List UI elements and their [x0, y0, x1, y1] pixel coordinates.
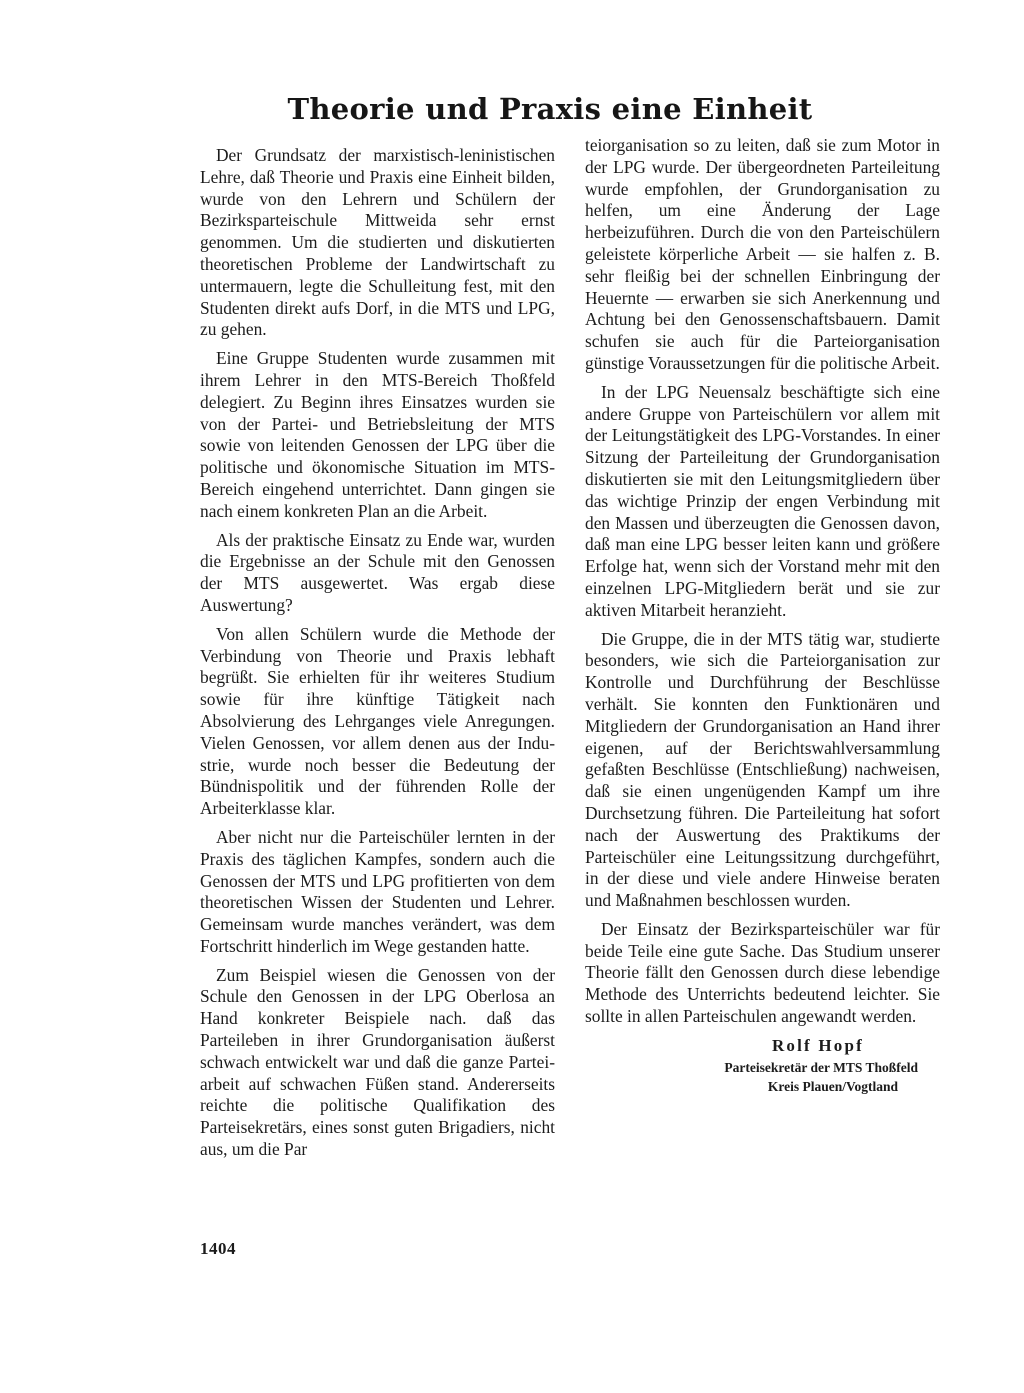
left-column [200, 145, 555, 1168]
page-number: 1404 [200, 1239, 236, 1258]
paragraph: Zum Beispiel wiesen die Genossen von der Schule den Genossen in der LPG Oberlosa an Hand konkreter Beispiele nach. daß das Parteileben in ihrer Grundorganisation äußerst schwach entwickelt war und daß die ganze Parteiarbeit auf schwachen Füßen stand. Andererseits reichte die politische Qualifikation des Parteisekretärs, eines sonst guten Brigadiers, nicht aus, um die Par [200, 964, 555, 1160]
paragraph-continued: teiorganisation so zu leiten, daß sie zum Motor in der LPG wurde. Der übergeordneten Parteileitung wurde empfohlen, der Grundorganisation zu helfen, um eine Änderung der Lage herbeizuführen. Durch die von den Parteischülern geleistete körperliche Arbeit — sie halfen z. B. sehr fleißig bei der schnellen Einbringung der Heuernte — erwarben sie sich Anerkennung und Achtung bei den Genossenschaftsbauern. Damit schufen sie auch für die Parteiorganisation günstige Voraussetzungen für die politische Arbeit. [585, 135, 940, 373]
paragraph: Der Grundsatz der marxistisch-leninistischen Lehre, daß Theorie und Praxis eine Einheit bilden, wurde von den Lehrern und Schülern der Bezirksparteischule Mittweida sehr ernst genommen. Um die studierten und diskutierten theoretischen Probleme der Landwirtschaft zu untermauern, legte die Schulleitung fest, mit den Studenten direkt aufs Dorf, in die MTS und LPG, zu gehen. [200, 145, 555, 340]
paragraph: Als der praktische Einsatz zu Ende war, wurden die Ergebnisse an der Schule mit den Genossen der MTS ausgewertet. Was ergab diese Auswertung? [200, 529, 555, 615]
paragraph: Aber nicht nur die Parteischüler lernten in der Praxis des täglichen Kampfes, sondern auch die Genossen der MTS und LPG profitierten von dem theoretischen Wissen der Studenten und Lehrer. Gemeinsam wurde manches verändert, was dem Fortschritt hinderlich im Wege gestanden hatte. [200, 826, 555, 956]
right-column [585, 135, 940, 1095]
author-position: Parteisekretär der MTS Thoßfeld [724, 1059, 918, 1075]
author-location: Kreis Plauen/Vogtland [767, 1078, 898, 1094]
paragraph: Die Gruppe, die in der MTS tätig war, studierte besonders, wie sich die Parteiorganisation zur Kontrolle und Durchführung der Beschlüsse verhält. Sie konnten den Funktionären und Mitgliedern der Grundorganisation an Hand ihrer eigenen, auf der Berichtswahlversammlung gefaßten Beschlüsse (Entschließung) nachweisen, daß sie einen ungenügenden Kampf um ihre Durchsetzung führen. Die Parteileitung hat sofort nach der Auswertung des Praktikums der Parteischüler eine Leitungssitzung durchgeführt, in der diese und viele andere Hinweise beraten und Maßnahmen beschlossen wurden. [585, 628, 940, 911]
paragraph: Der Einsatz der Bezirksparteischüler war für beide Teile eine gute Sache. Das Studium unserer Theorie fällt den Genossen durch diese lebendige Methode des Unterrichts bedeutend leichter. Sie sollte in allen Parteischulen angewandt werden. [585, 918, 940, 1027]
article-title: Theorie und Praxis eine Einheit [287, 92, 813, 126]
paragraph: In der LPG Neuensalz beschäftigte sich eine andere Gruppe von Parteischülern vor allem mit der Leitungstätigkeit des LPG-Vorstandes. In einer Sitzung der Parteileitung der Grundorganisation diskutierten sie mit den Leitungsmitgliedern über das wichtige Prinzip der engen Verbindung mit den Massen und überzeugten die Genossen davon, daß man eine LPG besser leiten kann und größere Erfolge hat, wenn sich der Vorstand mehr mit den einzelnen LPG-Mitgliedern berät und sie zur aktiven Mitarbeit heranzieht. [585, 381, 940, 620]
paragraph: Eine Gruppe Studenten wurde zusammen mit ihrem Lehrer in den MTS-Bereich Thoßfeld delegiert. Zu Beginn ihres Einsatzes wurden sie von der Partei- und Betriebsleitung der MTS sowie von leitenden Genossen der LPG über die politische und ökonomische Situation im MTS-Bereich eingehend unterrichtet. Dann gingen sie nach einem konkreten Plan an die Arbeit. [200, 348, 555, 521]
author-name: Rolf Hopf [771, 1035, 864, 1055]
paragraph: Von allen Schülern wurde die Methode der Verbindung von Theorie und Praxis lebhaft begrüßt. Sie erhielten für ihr weiteres Studium sowie für ihre künftige Tätigkeit nach Absolvierung des Lehrganges viele Anregungen. Vielen Genossen, vor allem denen aus der Industrie, wurde noch besser die Bedeutung der Bündnispolitik und der führenden Rolle der Arbeiterklasse klar. [200, 623, 555, 819]
